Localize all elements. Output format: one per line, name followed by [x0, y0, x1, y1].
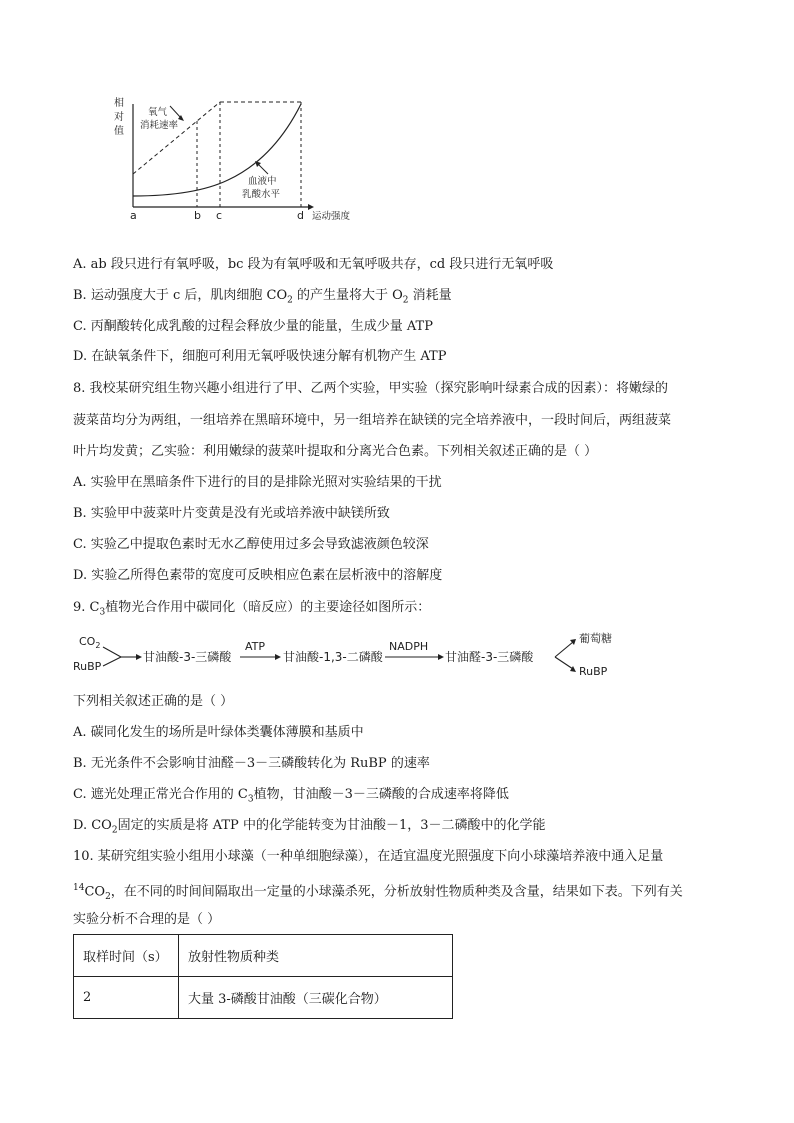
q10-stem-line-1: 10. 某研究组实验小组用小球藻（一种单细胞绿藻），在适宜温度光照强度下向小球藻培养液中通入足量	[73, 849, 664, 864]
step-glyceraldehyde-3p: 甘油醛-3-三磷酸	[445, 650, 534, 664]
q10-stem-line-3: 实验分析不合理的是（ ）	[73, 912, 221, 927]
q9-option-c: C. 遮光处理正常光合作用的 $C_3$植物，甘油酸－3－三磷酸的合成速率将降低	[73, 787, 509, 805]
q9-stem: 9. $C_3$植物光合作用中碳同化（暗反应）的主要途径如图所示：	[73, 600, 431, 618]
rubp-output-label: RuBP	[579, 665, 608, 678]
q7-option-d: D. 在缺氧条件下，细胞可利用无氧呼吸快速分解有机物产生 ATP	[73, 349, 447, 364]
table-header: 放射性物质种类	[179, 935, 453, 977]
q9-question: 下列相关叙述正确的是（ ）	[73, 694, 234, 709]
x-tick-c: c	[216, 209, 223, 222]
y-axis-label-3: 值	[114, 126, 124, 137]
table-header-row	[74, 935, 453, 977]
rubp-input-label: RuBP	[73, 660, 102, 673]
q8-option-d: D. 实验乙所得色素带的宽度可反映相应色素在层析液中的溶解度	[73, 568, 443, 583]
nadph-label: NADPH	[389, 640, 429, 653]
table-header: 取样时间（s）	[74, 935, 179, 977]
table-cell: 大量 3-磷酸甘油酸（三碳化合物）	[179, 977, 453, 1019]
x-tick-a: a	[130, 209, 137, 222]
q10-stem-line-2: $^{14}CO_2$，在不同的时间间隔取出一定量的小球藻杀死，分析放射性物质种类及含量，结果如下表。下列有关	[73, 883, 683, 902]
results-table	[73, 934, 453, 1019]
q8-option-c: C. 实验乙中提取色素时无水乙醇使用过多会导致滤液颜色较深	[73, 537, 429, 552]
lactate-label-1: 血液中	[248, 176, 277, 187]
glucose-label: 葡萄糖	[579, 632, 612, 645]
q8-option-a: A. 实验甲在黑暗条件下进行的目的是排除光照对实验结果的干扰	[73, 475, 442, 490]
x-axis-label: 运动强度	[312, 211, 351, 222]
step-glycerate-3p: 甘油酸-3-三磷酸	[143, 650, 232, 664]
x-tick-d: d	[297, 209, 304, 222]
y-axis-label-2: 对	[114, 112, 124, 123]
q9-option-a: A. 碳同化发生的场所是叶绿体类囊体薄膜和基质中	[73, 725, 364, 740]
table-row	[74, 977, 453, 1019]
y-axis-label-1: 相	[114, 98, 124, 109]
x-tick-b: b	[194, 209, 201, 222]
exercise-graph	[108, 92, 368, 227]
q7-option-b: B. 运动强度大于 c 后，肌肉细胞 $CO_2$ 的产生量将大于 $O_2$ 消耗量	[73, 288, 452, 306]
q9-option-d: D. $CO_2$固定的实质是将 ATP 中的化学能转变为甘油酸－1，3－二磷酸中的化学能	[73, 818, 546, 836]
atp-label: ATP	[245, 640, 266, 653]
lactate-label-2: 乳酸水平	[242, 189, 281, 200]
co2-label: $CO_2$	[79, 635, 101, 650]
step-glycerate-13bp: 甘油酸-1,3-二磷酸	[283, 650, 383, 664]
table-cell: 2	[74, 977, 179, 1019]
q7-option-c: C. 丙酮酸转化成乳酸的过程会释放少量的能量，生成少量 ATP	[73, 319, 433, 334]
q8-option-b: B. 实验甲中菠菜叶片变黄是没有光或培养液中缺镁所致	[73, 506, 390, 521]
q9-option-b: B. 无光条件不会影响甘油醛－3－三磷酸转化为 RuBP 的速率	[73, 756, 430, 771]
carbon-fixation-pathway	[73, 628, 633, 680]
q8-stem-line-1: 8. 我校某研究组生物兴趣小组进行了甲、乙两个实验，甲实验（探究影响叶绿素合成的因素）：将嫩绿的	[73, 381, 669, 396]
oxygen-label-1: 氧气	[148, 107, 168, 118]
q8-stem-line-3: 叶片均发黄；乙实验：利用嫩绿的菠菜叶提取和分离光合色素。下列相关叙述正确的是（ ）	[73, 444, 598, 459]
q7-option-a: A. ab 段只进行有氧呼吸，bc 段为有氧呼吸和无氧呼吸共存，cd 段只进行无氧呼吸	[73, 257, 554, 272]
oxygen-label-2: 消耗速率	[140, 120, 179, 131]
q8-stem-line-2: 菠菜苗均分为两组，一组培养在黑暗环境中，另一组培养在缺镁的完全培养液中，一段时间后，两组菠菜	[73, 413, 672, 428]
